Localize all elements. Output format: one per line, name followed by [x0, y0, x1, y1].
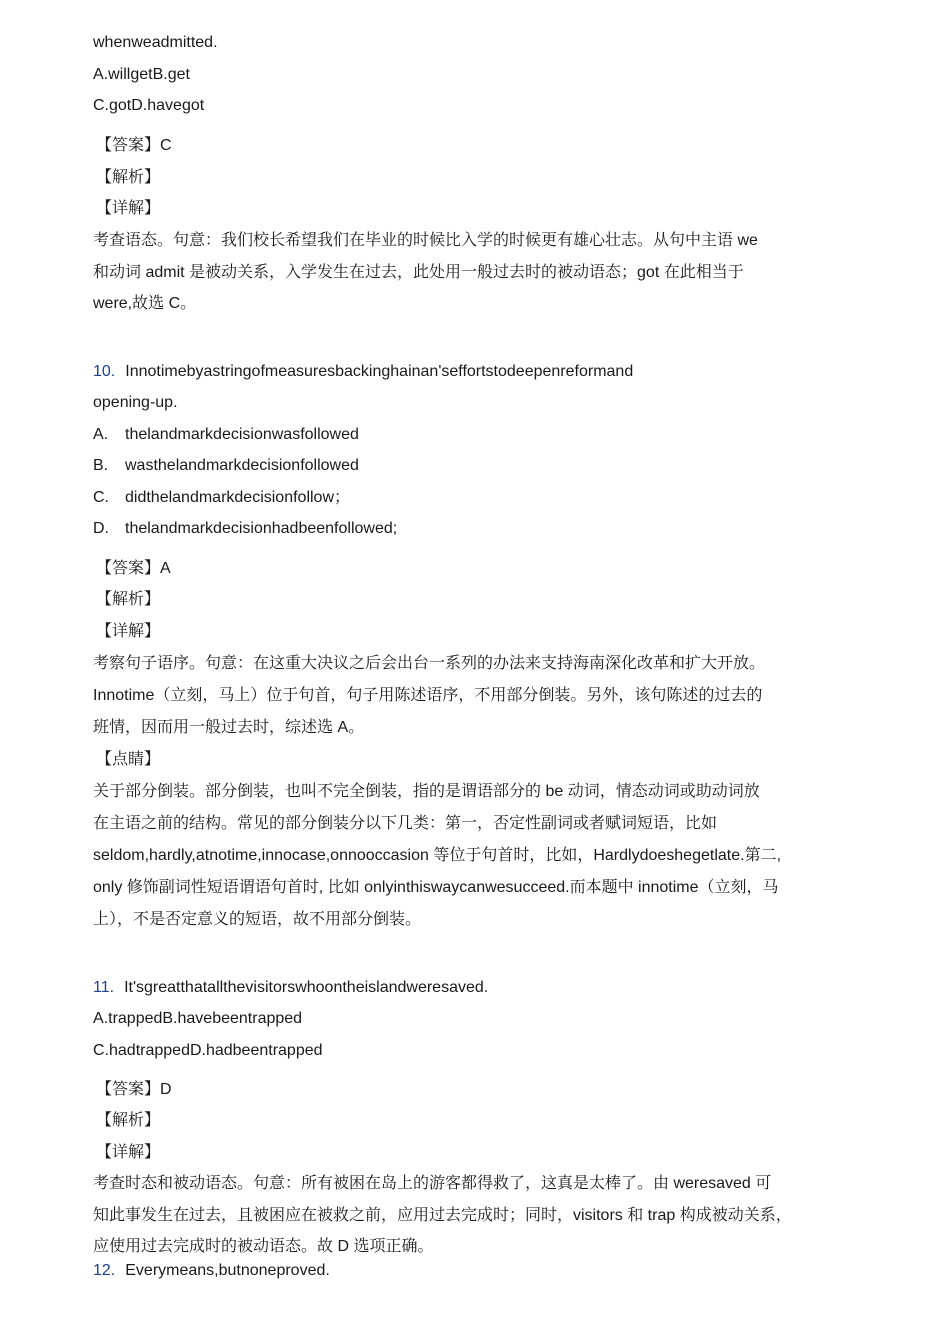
q11-options-row2: C.hadtrappedD.hadbeentrapped: [93, 1042, 323, 1059]
option-letter: B.: [93, 457, 109, 474]
q10-detail-label: 【详解】: [96, 623, 161, 640]
q11-stem-text: It'sgreatthatallthevisitorswhoontheislandweresaved.: [124, 979, 489, 996]
q10-explanation-line: Innotime（立刻，马上）位于句首，句子用陈述语序，不用部分倒装。另外，该句陈述的过去的: [93, 687, 763, 704]
q10-stem-line1: Innotimebyastringofmeasuresbackinghainan'seffortstodeepenreformand: [125, 363, 634, 380]
option-text: didthelandmarkdecisionfollow；: [125, 489, 351, 506]
option-text: thelandmarkdecisionhadbeenfollowed;: [125, 520, 398, 537]
q10-number: 10.: [93, 363, 116, 380]
q10-point-line: 在主语之前的结构。常见的部分倒装分以下几类：第一，否定性副词或者赋词短语，比如: [93, 815, 718, 832]
option-letter: C.: [93, 489, 109, 506]
q11-explanation-line: 知此事发生在过去，且被困应在被救之前，应用过去完成时；同时，visitors 和 trap 构成被动关系，: [93, 1207, 792, 1224]
q9-explanation-line: were,故选 C。: [93, 295, 197, 312]
q10-point-line: 关于部分倒装。部分倒装，也叫不完全倒装，指的是谓语部分的 be 动词，情态动词或助动词放: [93, 783, 760, 800]
option-letter: D.: [93, 520, 109, 537]
q9-explanation-line: 考查语态。句意：我们校长希望我们在毕业的时候比入学的时候更有雄心壮志。从句中主语 we: [93, 232, 758, 249]
option-text: thelandmarkdecisionwasfollowed: [125, 426, 359, 443]
option-letter: A.: [93, 426, 109, 443]
q9-analysis-label: 【解析】: [96, 169, 161, 186]
q10-explanation-line: 班情，因而用一般过去时，综述选 A。: [93, 719, 365, 736]
option-text: wasthelandmarkdecisionfollowed: [125, 457, 359, 474]
q12-stem: [93, 1261, 330, 1281]
q11-explanation-line: 应使用过去完成时的被动语态。故 D 选项正确。: [93, 1238, 434, 1255]
q9-options-row2: C.gotD.havegot: [93, 97, 205, 114]
q11-analysis-label: 【解析】: [96, 1112, 161, 1129]
q10-option-d: [93, 519, 397, 539]
q11-options-row1: A.trappedB.havebeentrapped: [93, 1010, 303, 1027]
q10-explanation-line: 考察句子语序。句意：在这重大决议之后会出台一系列的办法来支持海南深化改革和扩大开放。: [93, 655, 766, 672]
q12-stem-text: Everymeans,butnoneproved.: [125, 1262, 330, 1279]
q10-option-b: [93, 456, 359, 476]
q10-analysis-label: 【解析】: [96, 591, 161, 608]
q9-options-row1: A.willgetB.get: [93, 66, 190, 83]
q10-option-c: [93, 488, 350, 508]
q10-stem-line2: opening-up.: [93, 394, 178, 411]
q12-number: 12.: [93, 1262, 116, 1279]
q10-answer: 【答案】A: [96, 560, 171, 577]
q11-answer: 【答案】D: [96, 1081, 172, 1098]
q10-option-a: [93, 425, 359, 445]
q11-stem: [93, 978, 488, 998]
q9-stem-tail: whenweadmitted.: [93, 34, 218, 51]
q10-point-line: 上），不是否定意义的短语，故不用部分倒装。: [93, 911, 422, 928]
q10-point-label: 【点睛】: [96, 751, 161, 768]
q9-explanation-line: 和动词 admit 是被动关系，入学发生在过去，此处用一般过去时的被动语态；got 在此相当于: [93, 264, 744, 281]
q9-detail-label: 【详解】: [96, 200, 161, 217]
q10-point-line: seldom,hardly,atnotime,innocase,onnooccasion 等位于句首时，比如，Hardlydoeshegetlate.第二,: [93, 847, 782, 864]
q11-detail-label: 【详解】: [96, 1144, 161, 1161]
q11-number: 11.: [93, 979, 115, 996]
q10-point-line: only 修饰副词性短语谓语句首时, 比如 onlyinthiswaycanwesucceed.而本题中 innotime（立刻，马: [93, 879, 779, 896]
q11-explanation-line: 考查时态和被动语态。句意：所有被困在岛上的游客都得救了，这真是太棒了。由 weresaved 可: [93, 1175, 772, 1192]
q9-answer: 【答案】C: [96, 137, 172, 154]
q10-stem: [93, 362, 633, 382]
